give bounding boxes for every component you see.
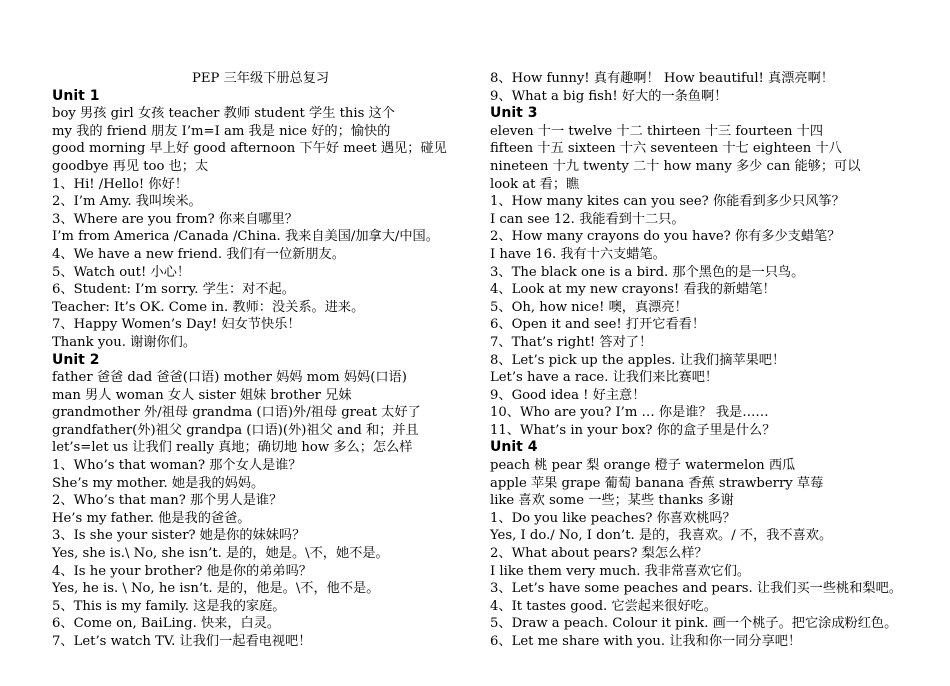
text-line: 7、That’s right! 答对了！ bbox=[490, 334, 653, 350]
text-line: 5、This is my family. 这是我的家庭。 bbox=[52, 598, 286, 614]
text-line: grandfather(外)祖父 grandpa (口语)(外)祖父 and 和；并且 bbox=[52, 422, 419, 438]
text-line: Yes, he is. \ No, he isn’t. 是的，他是。\不，他不是。 bbox=[52, 581, 380, 597]
text-line: 5、Oh, how nice! 噢，真漂亮！ bbox=[490, 299, 688, 315]
text-line: 8、Let’s pick up the apples. 让我们摘苹果吧！ bbox=[490, 352, 786, 368]
text-line: I have 16. 我有十六支蜡笔。 bbox=[490, 246, 666, 262]
right-column bbox=[490, 70, 930, 651]
text-line: 4、We have a new friend. 我们有一位新朋友。 bbox=[52, 246, 345, 262]
text-line: 6、Student: I’m sorry. 学生：对不起。 bbox=[52, 282, 295, 298]
text-line: my 我的 friend 朋友 I’m=I am 我是 nice 好的；愉快的 bbox=[52, 123, 391, 139]
text-line: good morning 早上好 good afternoon 下午好 meet 遇见；碰见 bbox=[52, 141, 447, 157]
unit-heading: Unit 1 bbox=[52, 87, 100, 104]
text-line: 2、I’m Amy. 我叫埃米。 bbox=[52, 194, 202, 210]
text-line: Teacher: It’s OK. Come in. 教师：没关系。进来。 bbox=[52, 299, 365, 315]
text-line: Let’s have a race. 让我们来比赛吧！ bbox=[490, 370, 719, 386]
text-line: peach 桃 pear 梨 orange 橙子 watermelon 西瓜 bbox=[490, 458, 796, 474]
text-line: like 喜欢 some 一些；某些 thanks 多谢 bbox=[490, 493, 734, 509]
text-line: 7、Let’s watch TV. 让我们一起看电视吧！ bbox=[52, 634, 312, 649]
unit-heading: Unit 4 bbox=[490, 439, 538, 456]
text-line: father 爸爸 dad 爸爸(口语) mother 妈妈 mom 妈妈(口语) bbox=[52, 370, 407, 386]
text-line: I’m from America /Canada /China. 我来自美国/加拿大/中国。 bbox=[52, 229, 439, 245]
text-line: let’s=let us 让我们 really 真地；确切地 how 多么；怎么样 bbox=[52, 440, 413, 456]
text-line: 5、Watch out! 小心！ bbox=[52, 264, 191, 280]
text-line: Yes, she is.\ No, she isn’t. 是的，她是。\不，她不是。 bbox=[52, 546, 389, 562]
text-line: She’s my mother. 她是我的妈妈。 bbox=[52, 475, 265, 491]
text-line: 6、Open it and see! 打开它看看！ bbox=[490, 317, 706, 333]
text-line: I can see 12. 我能看到十二只。 bbox=[490, 211, 685, 227]
text-line: 9、Good idea ! 好主意！ bbox=[490, 387, 646, 403]
text-line: eleven 十一 twelve 十二 thirteen 十三 fourteen 十四 bbox=[490, 123, 824, 139]
text-line: nineteen 十九 twenty 二十 how many 多少 can 能够；可以 bbox=[490, 158, 861, 174]
text-line: 6、Come on, BaiLing. 快来，白灵。 bbox=[52, 616, 281, 632]
title-spacer bbox=[52, 70, 472, 88]
text-line: boy 男孩 girl 女孩 teacher 教师 student 学生 this 这个 bbox=[52, 106, 395, 122]
text-line: 3、The black one is a bird. 那个黑色的是一只鸟。 bbox=[490, 264, 805, 280]
text-line: 1、How many kites can you see? 你能看到多少只风筝？ bbox=[490, 194, 845, 210]
text-line: goodbye 再见 too 也；太 bbox=[52, 158, 209, 174]
text-line: 1、Hi! /Hello! 你好！ bbox=[52, 176, 188, 192]
text-line: 2、Who’s that man? 那个男人是谁？ bbox=[52, 493, 283, 509]
text-line: Yes, I do./ No, I don’t. 是的，我喜欢。/ 不，我不喜欢。 bbox=[490, 528, 833, 544]
text-line: 3、Where are you from? 你来自哪里？ bbox=[52, 211, 298, 227]
text-line: 11、What’s in your box? 你的盒子里是什么？ bbox=[490, 422, 776, 438]
text-line: 2、What about pears? 梨怎么样？ bbox=[490, 546, 708, 562]
text-line: 4、Look at my new crayons! 看我的新蜡笔！ bbox=[490, 282, 776, 298]
text-line: 1、Do you like peaches? 你喜欢桃吗？ bbox=[490, 510, 736, 526]
text-line: 7、Happy Women’s Day! 妇女节快乐！ bbox=[52, 317, 301, 333]
text-line: man 男人 woman 女人 sister 姐妹 brother 兄妹 bbox=[52, 387, 352, 403]
unit-heading: Unit 2 bbox=[52, 351, 100, 368]
text-line: I like them very much. 我非常喜欢它们。 bbox=[490, 563, 751, 579]
text-line: grandmother 外/祖母 grandma (口语)外/祖母 great 太好了 bbox=[52, 405, 421, 421]
text-line: look at 看；瞧 bbox=[490, 176, 580, 192]
text-line: 3、Let’s have some peaches and pears. 让我们买一些桃和梨吧。 bbox=[490, 581, 902, 597]
text-line: 10、Who are you? I’m … 你是谁？ 我是…… bbox=[490, 405, 769, 421]
text-line: 4、Is he your brother? 他是你的弟弟吗？ bbox=[52, 563, 312, 579]
text-line: 2、How many crayons do you have? 你有多少支蜡笔？ bbox=[490, 229, 841, 245]
left-column bbox=[52, 70, 472, 651]
text-line: 1、Who’s that woman? 那个女人是谁？ bbox=[52, 458, 302, 474]
text-line: Thank you. 谢谢你们。 bbox=[52, 334, 197, 350]
text-line: 5、Draw a peach. Colour it pink. 画一个桃子。把它涂成粉红色。 bbox=[490, 616, 898, 632]
text-line: 8、How funny! 真有趣啊！ How beautiful! 真漂亮啊！ bbox=[490, 71, 834, 86]
text-line: 4、It tastes good. 它尝起来很好吃。 bbox=[490, 598, 717, 614]
text-line: apple 苹果 grape 葡萄 banana 香蕉 strawberry 草莓 bbox=[490, 475, 824, 491]
text-line: He’s my father. 他是我的爸爸。 bbox=[52, 510, 251, 526]
text-line: 6、Let me share with you. 让我和你一同分享吧！ bbox=[490, 634, 802, 649]
text-line: fifteen 十五 sixteen 十六 seventeen 十七 eighteen 十八 bbox=[490, 141, 842, 157]
text-line: 9、What a big fish! 好大的一条鱼啊！ bbox=[490, 88, 728, 104]
unit-heading: Unit 3 bbox=[490, 105, 538, 122]
text-line: 3、Is she your sister? 她是你的妹妹吗？ bbox=[52, 528, 306, 544]
document-title: PEP 三年级下册总复习 bbox=[192, 71, 330, 86]
